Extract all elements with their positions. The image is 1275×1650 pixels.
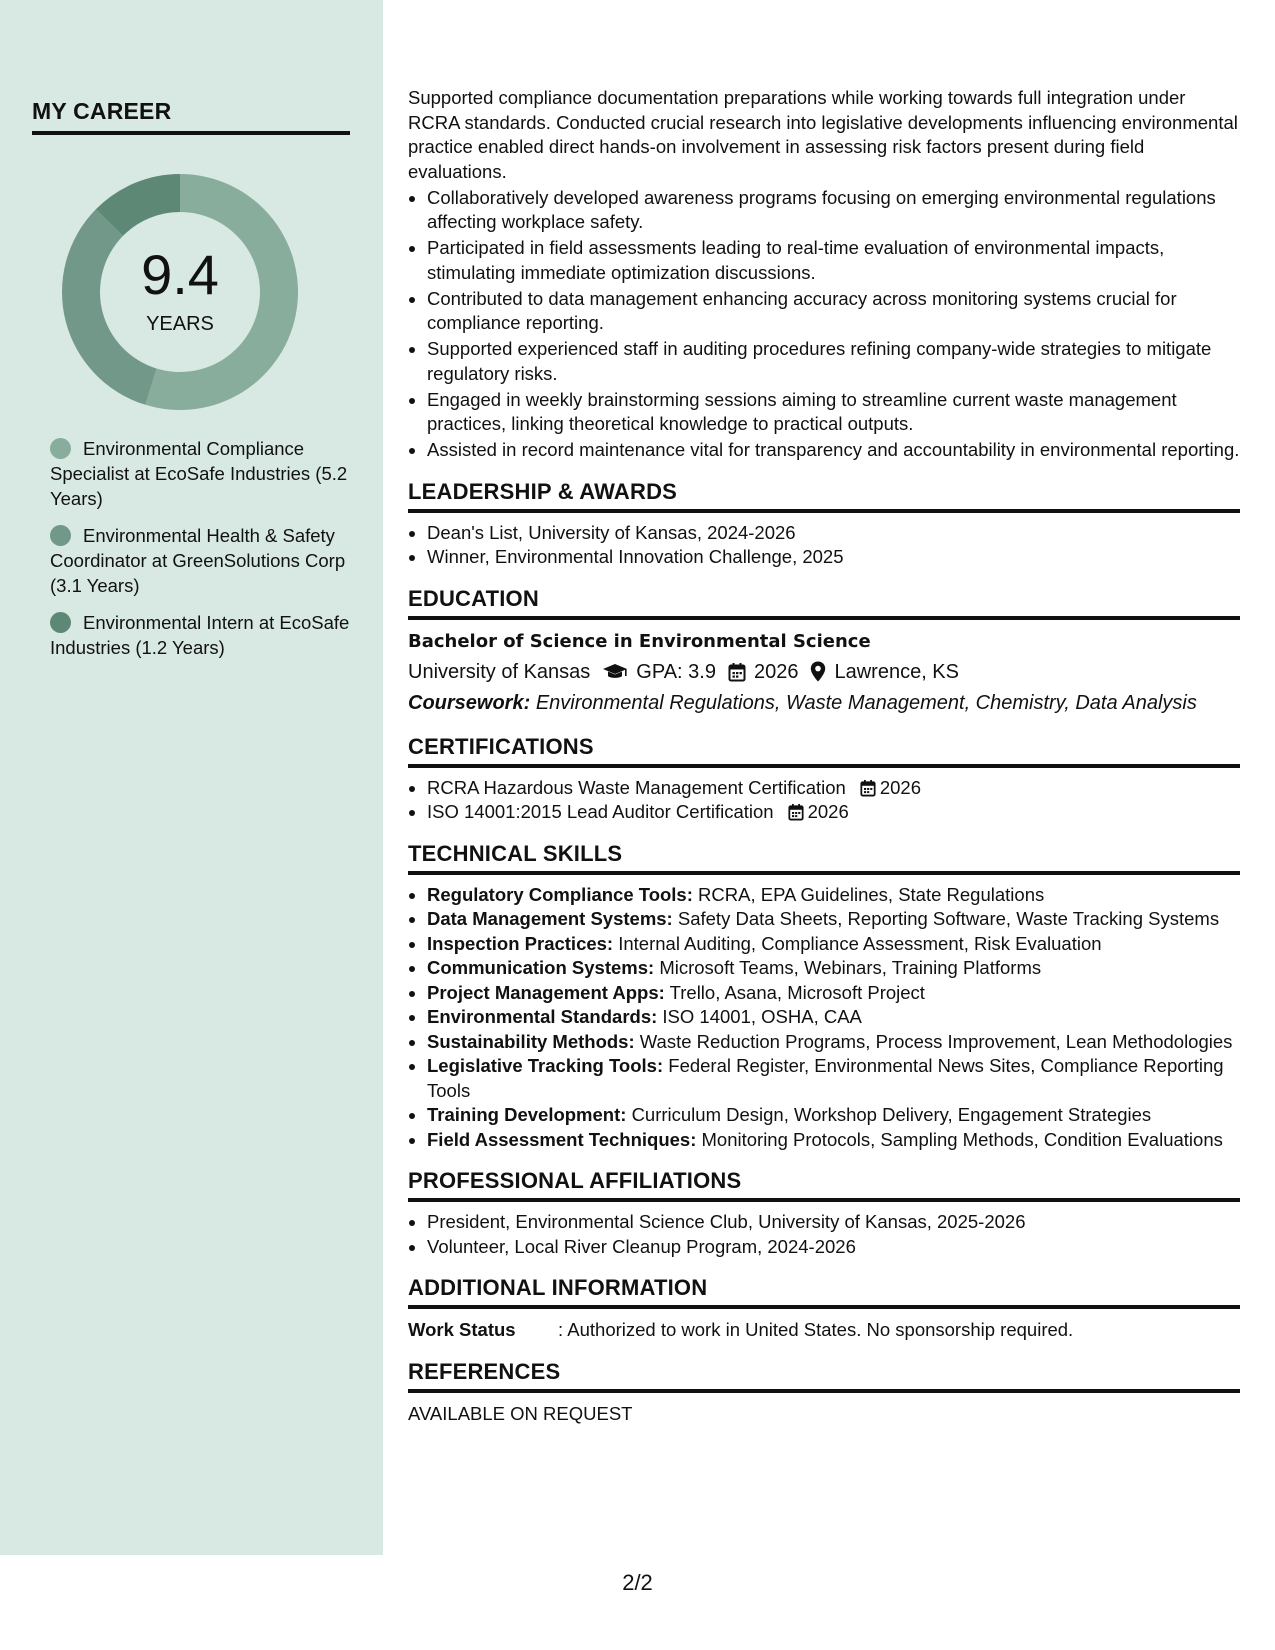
list-item: • Data Management Systems: Safety Data Sheets, Reporting Software, Waste Tracking Systems	[427, 907, 1240, 932]
list-item: • Environmental Standards: ISO 14001, OSHA, CAA	[427, 1005, 1240, 1030]
education-details	[408, 656, 1240, 688]
main-content	[408, 86, 1240, 1427]
career-donut-chart	[60, 172, 300, 412]
list-item: • Field Assessment Techniques: Monitoring Protocols, Sampling Methods, Condition Evaluations	[427, 1128, 1240, 1153]
work-status-label: Work Status	[408, 1319, 516, 1340]
list-item: • Winner, Environmental Innovation Challenge, 2025	[427, 545, 1240, 570]
donut-segment	[62, 209, 157, 405]
total-years-value: 9.4	[141, 243, 219, 306]
career-heading: MY CAREER	[32, 98, 350, 135]
coursework-label: Coursework:	[408, 691, 531, 714]
list-item: • Inspection Practices: Internal Auditing, Compliance Assessment, Risk Evaluation	[427, 932, 1240, 957]
list-item	[427, 800, 1240, 825]
list-item: • Assisted in record maintenance vital for transparency and accountability in environmental reporting.	[427, 438, 1240, 463]
calendar-icon	[728, 662, 746, 682]
calendar-icon	[860, 779, 876, 797]
career-dot	[50, 438, 71, 459]
list-item: • Dean's List, University of Kansas, 2024-2026	[427, 521, 1240, 546]
list-item: • Participated in field assessments leading to real-time evaluation of environmental impacts, stimulating immediate optimization discussions.	[427, 236, 1240, 285]
leadership-list	[408, 521, 1240, 570]
skills-title: TECHNICAL SKILLS	[408, 841, 1240, 875]
total-years-unit: YEARS	[146, 313, 214, 335]
affiliations-title: PROFESSIONAL AFFILIATIONS	[408, 1168, 1240, 1202]
list-item: • Regulatory Compliance Tools: RCRA, EPA Guidelines, State Regulations	[427, 883, 1240, 908]
skills-list	[408, 883, 1240, 1153]
affiliations-list	[408, 1210, 1240, 1259]
graduation-year: 2026	[753, 660, 799, 683]
calendar-icon	[788, 803, 804, 821]
list-item: • President, Environmental Science Club, University of Kansas, 2025-2026	[427, 1210, 1240, 1235]
list-item: • Training Development: Curriculum Design, Workshop Delivery, Engagement Strategies	[427, 1103, 1240, 1128]
coursework-list: Environmental Regulations, Waste Management, Chemistry, Data Analysis	[535, 691, 1197, 714]
list-item: • Communication Systems: Microsoft Teams, Webinars, Training Platforms	[427, 956, 1240, 981]
certification-year: 2026	[807, 801, 849, 822]
list-item: • Project Management Apps: Trello, Asana, Microsoft Project	[427, 981, 1240, 1006]
certification-name: • ISO 14001:2015 Lead Auditor Certification	[427, 801, 774, 822]
certification-year: 2026	[879, 776, 921, 798]
page-number: 2/2	[622, 1570, 653, 1595]
experience-bullets	[408, 186, 1240, 463]
list-item: • Legislative Tracking Tools: Federal Register, Environmental News Sites, Compliance Reporting Tools	[427, 1054, 1240, 1103]
career-item: Environmental Health & Safety Coordinator at GreenSolutions Corp (3.1 Years)	[50, 525, 346, 596]
location-pin-icon	[810, 661, 826, 682]
certifications-title: CERTIFICATIONS	[408, 734, 1240, 768]
list-item: • Contributed to data management enhancing accuracy across monitoring systems crucial for compliance reporting.	[427, 287, 1240, 336]
school-name: University of Kansas	[408, 660, 591, 683]
list-item: • Volunteer, Local River Cleanup Program, 2024-2026	[427, 1235, 1240, 1260]
certification-name: • RCRA Hazardous Waste Management Certification	[427, 776, 846, 798]
career-item: Environmental Compliance Specialist at EcoSafe Industries (5.2 Years)	[50, 438, 348, 509]
school-location: Lawrence, KS	[834, 660, 959, 683]
list-item: • Sustainability Methods: Waste Reduction Programs, Process Improvement, Lean Methodologies	[427, 1030, 1240, 1055]
work-status-value: : Authorized to work in United States. No sponsorship required.	[558, 1319, 1074, 1340]
education-title: EDUCATION	[408, 586, 1240, 620]
list-item	[427, 776, 1240, 801]
list-item: • Supported experienced staff in auditing procedures refining company-wide strategies to mitigate regulatory risks.	[427, 337, 1240, 386]
career-dot	[50, 525, 71, 546]
list-item: • Engaged in weekly brainstorming sessions aiming to streamline current waste management practices, linking theoretical knowledge to practical outputs.	[427, 388, 1240, 437]
certifications-list	[408, 776, 1240, 825]
sidebar	[0, 0, 383, 1555]
additional-info-title: ADDITIONAL INFORMATION	[408, 1275, 1240, 1309]
career-dot	[50, 612, 71, 633]
references-text: AVAILABLE ON REQUEST	[408, 1403, 633, 1424]
degree-name: Bachelor of Science in Environmental Science	[408, 630, 871, 652]
leadership-title: LEADERSHIP & AWARDS	[408, 479, 1240, 513]
coursework	[408, 688, 1240, 718]
gpa: GPA: 3.9	[636, 660, 716, 683]
career-list	[50, 436, 370, 672]
work-status-row	[408, 1317, 1240, 1343]
list-item: • Collaboratively developed awareness programs focusing on emerging environmental regulations affecting workplace safety.	[427, 186, 1240, 235]
references-title: REFERENCES	[408, 1359, 1240, 1393]
graduation-cap-icon	[602, 663, 628, 681]
experience-summary: Supported compliance documentation preparations while working towards full integration under RCRA standards. Conducted crucial research into legislative developments influencing environmental practice enabled direct hands-on involvement in assessing risk factors present during field evaluations.	[408, 87, 1238, 182]
career-item: Environmental Intern at EcoSafe Industries (1.2 Years)	[50, 612, 350, 658]
